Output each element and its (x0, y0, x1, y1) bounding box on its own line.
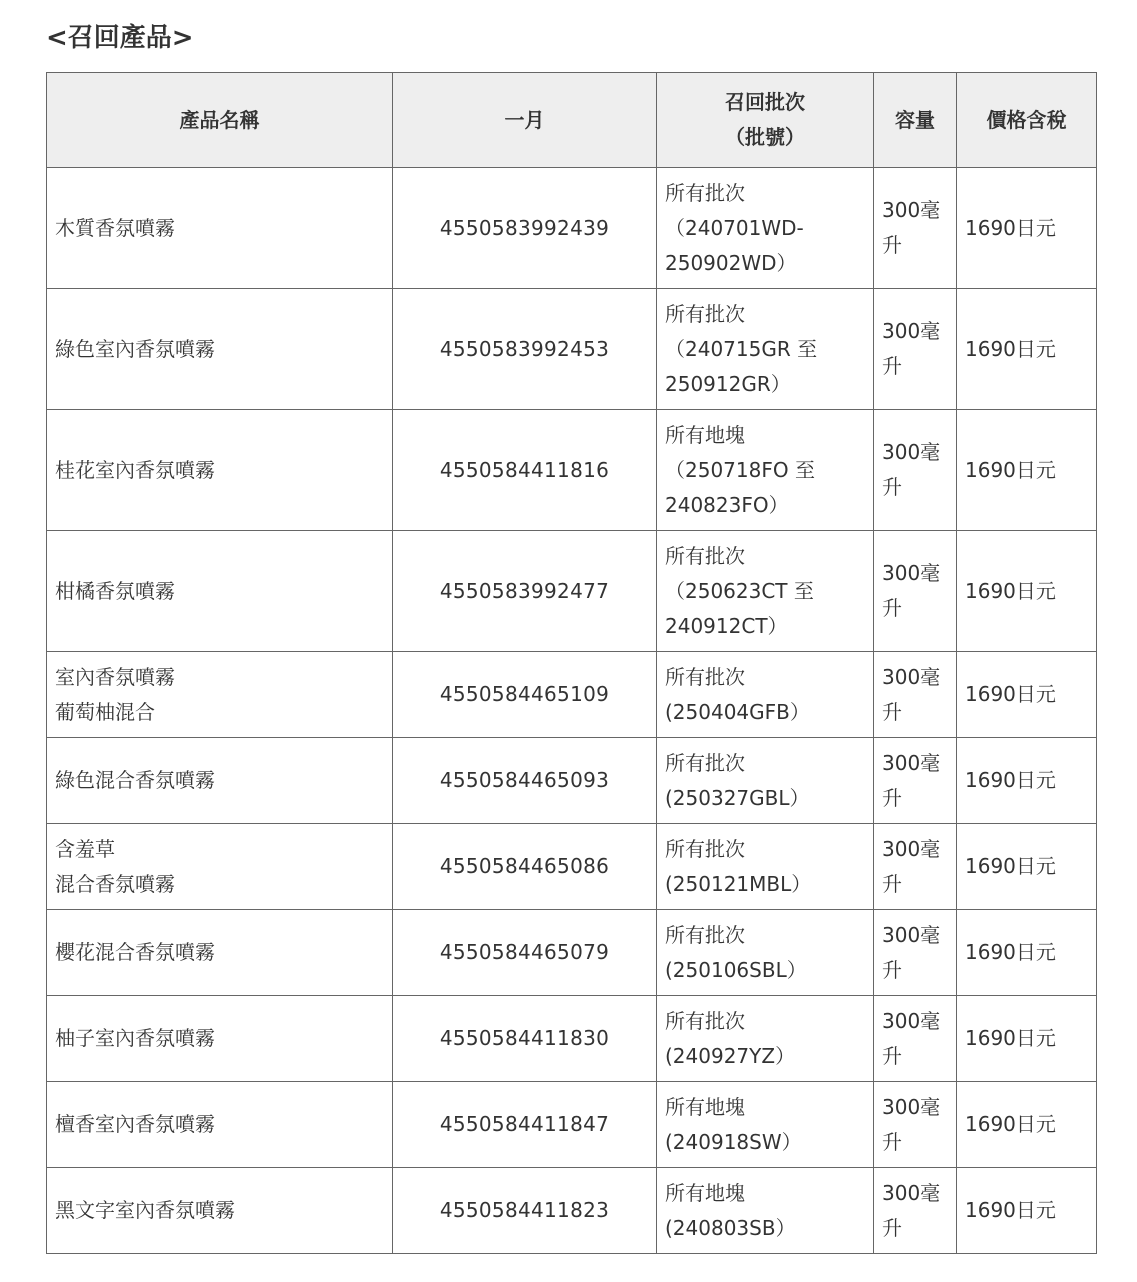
lot-cell (657, 910, 874, 996)
lot-text: （250623CT 至 (665, 578, 814, 603)
capacity-cell (874, 996, 957, 1082)
price: 1690日元 (957, 168, 1097, 289)
product-name-cell (47, 168, 393, 289)
product-name: 葡萄柚混合 (55, 699, 155, 724)
table-row (47, 996, 1097, 1082)
lot-cell (657, 168, 874, 289)
lot-cell (657, 996, 874, 1082)
capacity-text: 升 (882, 233, 902, 257)
product-name: 柚子室內香氛噴霧 (55, 1026, 215, 1050)
lot-text: 240912CT） (665, 613, 788, 638)
lot-text: 所有批次 (665, 750, 745, 775)
jan-code: 4550584465093 (393, 738, 657, 824)
section-title: <召回產品> (46, 23, 194, 53)
jan-code: 4550583992439 (393, 168, 657, 289)
capacity-text: 300毫 (882, 440, 941, 464)
lot-text: 所有批次 (665, 922, 745, 947)
lot-cell (657, 1082, 874, 1168)
jan-code: 4550584411816 (393, 410, 657, 531)
header-lot-line2: （批號） (725, 125, 805, 149)
header-jan: 一月 (393, 73, 657, 168)
lot-text: 所有批次 (665, 1008, 745, 1033)
capacity-text: 升 (882, 1129, 902, 1154)
jan-code: 4550584411847 (393, 1082, 657, 1168)
table-row (47, 910, 1097, 996)
recall-table (46, 72, 1097, 1254)
capacity-cell (874, 910, 957, 996)
jan-code: 4550583992477 (393, 531, 657, 652)
table-row (47, 652, 1097, 738)
capacity-text: 300毫 (882, 1008, 941, 1033)
capacity-cell (874, 1168, 957, 1254)
lot-text: 所有批次 (665, 664, 745, 689)
table-row (47, 1168, 1097, 1254)
product-name: 柑橘香氛噴霧 (55, 578, 175, 603)
capacity-text: 300毫 (882, 561, 941, 585)
capacity-text: 升 (882, 1215, 902, 1240)
lot-text: 所有批次 (665, 543, 745, 568)
table-row (47, 410, 1097, 531)
price: 1690日元 (957, 738, 1097, 824)
capacity-text: 升 (882, 699, 902, 724)
lot-cell (657, 824, 874, 910)
table-row (47, 824, 1097, 910)
price: 1690日元 (957, 1168, 1097, 1254)
lot-text: （250718FO 至 (665, 457, 815, 482)
capacity-cell (874, 410, 957, 531)
header-price: 價格含稅 (957, 73, 1097, 168)
price: 1690日元 (957, 410, 1097, 531)
lot-text: 所有地塊 (665, 1094, 745, 1119)
price: 1690日元 (957, 531, 1097, 652)
product-name-cell (47, 824, 393, 910)
lot-cell (657, 738, 874, 824)
product-name: 檀香室內香氛噴霧 (55, 1112, 215, 1136)
jan-code: 4550584465086 (393, 824, 657, 910)
jan-code: 4550584465109 (393, 652, 657, 738)
product-name: 桂花室內香氛噴霧 (55, 457, 215, 482)
capacity-cell (874, 289, 957, 410)
price: 1690日元 (957, 289, 1097, 410)
price: 1690日元 (957, 996, 1097, 1082)
product-name-cell (47, 1082, 393, 1168)
capacity-text: 300毫 (882, 750, 941, 775)
price: 1690日元 (957, 910, 1097, 996)
product-name: 綠色混合香氛噴霧 (55, 768, 215, 792)
product-name-cell (47, 1168, 393, 1254)
capacity-text: 升 (882, 354, 902, 378)
product-name-cell (47, 652, 393, 738)
capacity-cell (874, 652, 957, 738)
jan-code: 4550584411830 (393, 996, 657, 1082)
lot-text: 240823FO） (665, 492, 789, 517)
price: 1690日元 (957, 652, 1097, 738)
lot-text: 所有地塊 (665, 422, 745, 447)
lot-text: （240715GR 至 (665, 336, 818, 361)
product-name-cell (47, 410, 393, 531)
lot-text: (240803SB） (665, 1215, 796, 1240)
capacity-cell (874, 738, 957, 824)
price: 1690日元 (957, 824, 1097, 910)
lot-text: 所有地塊 (665, 1180, 745, 1205)
lot-text: (240918SW） (665, 1129, 802, 1154)
lot-text: （240701WD- (665, 215, 804, 240)
header-lot (657, 73, 874, 168)
lot-text: 250902WD） (665, 250, 797, 275)
capacity-cell (874, 824, 957, 910)
lot-text: (250106SBL） (665, 957, 807, 982)
product-name: 綠色室內香氛噴霧 (55, 336, 215, 361)
capacity-text: 300毫 (882, 1094, 941, 1119)
capacity-text: 升 (882, 596, 902, 620)
table-row (47, 168, 1097, 289)
jan-code: 4550584411823 (393, 1168, 657, 1254)
table-row (47, 1082, 1097, 1168)
lot-cell (657, 1168, 874, 1254)
table-row (47, 531, 1097, 652)
jan-code: 4550584465079 (393, 910, 657, 996)
lot-text: (250121MBL） (665, 871, 812, 896)
capacity-text: 升 (882, 871, 902, 896)
capacity-text: 300毫 (882, 319, 941, 343)
header-lot-line1: 召回批次 (725, 90, 805, 114)
lot-text: 所有批次 (665, 836, 745, 861)
product-name-cell (47, 738, 393, 824)
product-name: 木質香氛噴霧 (55, 215, 175, 240)
lot-cell (657, 652, 874, 738)
capacity-cell (874, 531, 957, 652)
product-name: 室內香氛噴霧 (55, 664, 175, 689)
lot-text: 250912GR） (665, 371, 791, 396)
capacity-text: 升 (882, 475, 902, 499)
lot-cell (657, 289, 874, 410)
lot-text: 所有批次 (665, 301, 745, 326)
capacity-text: 300毫 (882, 198, 941, 222)
price: 1690日元 (957, 1082, 1097, 1168)
lot-cell (657, 410, 874, 531)
header-capacity: 容量 (874, 73, 957, 168)
capacity-text: 300毫 (882, 836, 941, 861)
product-name-cell (47, 531, 393, 652)
table-body (47, 168, 1097, 1254)
product-name-cell (47, 289, 393, 410)
capacity-text: 300毫 (882, 922, 941, 947)
capacity-text: 升 (882, 785, 902, 810)
product-name: 含羞草 (55, 836, 115, 861)
capacity-cell (874, 168, 957, 289)
product-name-cell (47, 910, 393, 996)
table-header-row (47, 73, 1097, 168)
table-row (47, 289, 1097, 410)
lot-text: (250327GBL） (665, 785, 810, 810)
lot-text: (240927YZ） (665, 1043, 796, 1068)
product-name-cell (47, 996, 393, 1082)
capacity-cell (874, 1082, 957, 1168)
capacity-text: 升 (882, 1043, 902, 1068)
product-name: 混合香氛噴霧 (55, 871, 175, 896)
capacity-text: 300毫 (882, 1180, 941, 1205)
lot-cell (657, 531, 874, 652)
capacity-text: 300毫 (882, 664, 941, 689)
capacity-text: 升 (882, 957, 902, 982)
jan-code: 4550583992453 (393, 289, 657, 410)
table-row (47, 738, 1097, 824)
product-name: 櫻花混合香氛噴霧 (55, 940, 215, 964)
lot-text: (250404GFB） (665, 699, 810, 724)
lot-text: 所有批次 (665, 180, 745, 205)
product-name: 黑文字室內香氛噴霧 (55, 1198, 235, 1222)
header-product-name: 產品名稱 (47, 73, 393, 168)
